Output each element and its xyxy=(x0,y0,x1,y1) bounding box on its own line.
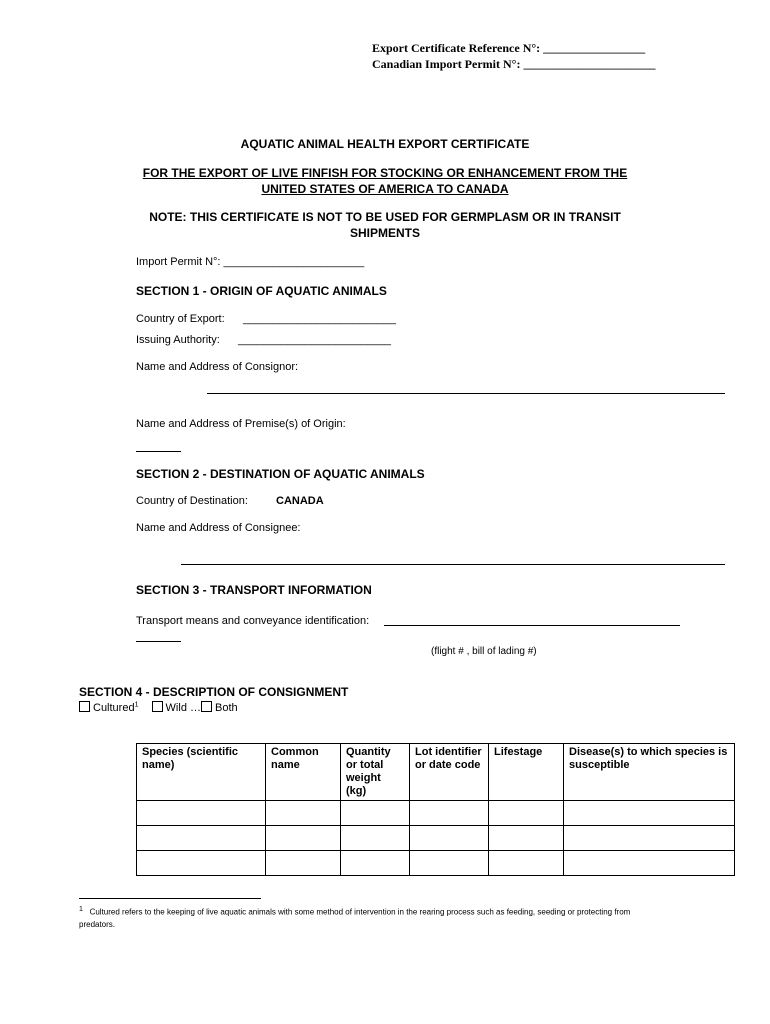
col-lifestage: Lifestage xyxy=(489,744,564,801)
section4-heading: SECTION 4 - DESCRIPTION OF CONSIGNMENT xyxy=(79,685,349,699)
table-cell[interactable] xyxy=(266,851,341,876)
consignor-label: Name and Address of Consignor: xyxy=(136,361,299,373)
table-cell[interactable] xyxy=(341,801,410,826)
table-cell[interactable] xyxy=(489,851,564,876)
table-cell[interactable] xyxy=(137,801,266,826)
table-cell[interactable] xyxy=(489,826,564,851)
footnote-line2: predators. xyxy=(79,920,116,929)
wild-checkbox[interactable] xyxy=(152,701,163,712)
transport-hint: (flight # , bill of lading #) xyxy=(431,646,537,657)
table-cell[interactable] xyxy=(564,801,735,826)
country-of-destination-label: Country of Destination: xyxy=(136,495,248,507)
table-row[interactable] xyxy=(137,826,735,851)
footnote-divider xyxy=(79,898,261,899)
section2-heading: SECTION 2 - DESTINATION OF AQUATIC ANIMALS xyxy=(136,467,425,481)
section1-heading: SECTION 1 - ORIGIN OF AQUATIC ANIMALS xyxy=(136,284,387,298)
cultured-checkbox[interactable] xyxy=(79,701,90,712)
cultured-footnote-ref: 1 xyxy=(134,701,139,709)
table-cell[interactable] xyxy=(341,826,410,851)
country-of-export-field[interactable]: _________________________ xyxy=(243,313,396,325)
certificate-note-line1: NOTE: THIS CERTIFICATE IS NOT TO BE USED FOR GERMPLASM OR IN TRANSIT xyxy=(149,210,621,224)
consignee-label: Name and Address of Consignee: xyxy=(136,522,301,534)
table-row[interactable] xyxy=(137,801,735,826)
cultured-label: Cultured xyxy=(93,702,135,714)
footnote-text: Cultured refers to the keeping of live aquatic animals with some method of intervention in the rearing process such as feeding, seeding or protecting from xyxy=(89,907,631,917)
premises-origin-label: Name and Address of Premise(s) of Origin: xyxy=(136,418,346,430)
consignment-table xyxy=(136,743,735,876)
col-common-name: Common name xyxy=(266,744,341,801)
issuing-authority-label: Issuing Authority: xyxy=(136,334,220,346)
col-species: Species (scientific name) xyxy=(137,744,266,801)
table-cell[interactable] xyxy=(410,851,489,876)
table-cell[interactable] xyxy=(341,851,410,876)
consignor-field[interactable] xyxy=(207,393,725,394)
checkbox-cultured[interactable] xyxy=(79,702,138,714)
country-of-destination-value: CANADA xyxy=(276,495,324,507)
table-cell[interactable] xyxy=(489,801,564,826)
certificate-subtitle-line1: FOR THE EXPORT OF LIVE FINFISH FOR STOCKING OR ENHANCEMENT FROM THE xyxy=(142,166,628,180)
issuing-authority-field[interactable]: _________________________ xyxy=(238,334,391,346)
premises-origin-field[interactable] xyxy=(136,451,181,452)
col-diseases: Disease(s) to which species is susceptible xyxy=(564,744,735,801)
table-cell[interactable] xyxy=(564,826,735,851)
table-cell[interactable] xyxy=(137,851,266,876)
table-cell[interactable] xyxy=(137,826,266,851)
transport-means-field[interactable] xyxy=(384,625,680,626)
certificate-note-line2: SHIPMENTS xyxy=(349,226,420,240)
table-header-row xyxy=(137,744,735,801)
transport-means-label: Transport means and conveyance identification: xyxy=(136,615,370,627)
import-permit-field[interactable]: Import Permit N°: _______________________ xyxy=(136,256,365,268)
table-cell[interactable] xyxy=(564,851,735,876)
certificate-title: AQUATIC ANIMAL HEALTH EXPORT CERTIFICATE xyxy=(240,137,530,151)
transport-means-field-continued[interactable] xyxy=(136,641,181,642)
export-certificate-reference: Export Certificate Reference N°: _________________ xyxy=(372,41,646,55)
country-of-export-label: Country of Export: xyxy=(136,313,225,325)
wild-label: Wild … xyxy=(165,702,201,714)
table-cell[interactable] xyxy=(266,801,341,826)
col-lot-identifier: Lot identifier or date code xyxy=(410,744,489,801)
col-quantity: Quantity or total weight (kg) xyxy=(341,744,410,801)
origin-type-options xyxy=(79,701,238,714)
certificate-subtitle-line2: UNITED STATES OF AMERICA TO CANADA xyxy=(261,182,509,196)
section3-heading: SECTION 3 - TRANSPORT INFORMATION xyxy=(136,583,372,597)
canadian-import-permit-number: Canadian Import Permit N°: ______________________ xyxy=(372,57,656,71)
checkbox-both[interactable] xyxy=(201,702,238,714)
table-cell[interactable] xyxy=(410,801,489,826)
table-cell[interactable] xyxy=(410,826,489,851)
footnote-marker: 1 xyxy=(79,906,83,913)
consignee-field[interactable] xyxy=(181,564,725,565)
both-checkbox[interactable] xyxy=(201,701,212,712)
table-row[interactable] xyxy=(137,851,735,876)
footnote-line1 xyxy=(79,906,630,917)
checkbox-wild[interactable] xyxy=(152,702,201,714)
both-label: Both xyxy=(215,702,238,714)
table-cell[interactable] xyxy=(266,826,341,851)
